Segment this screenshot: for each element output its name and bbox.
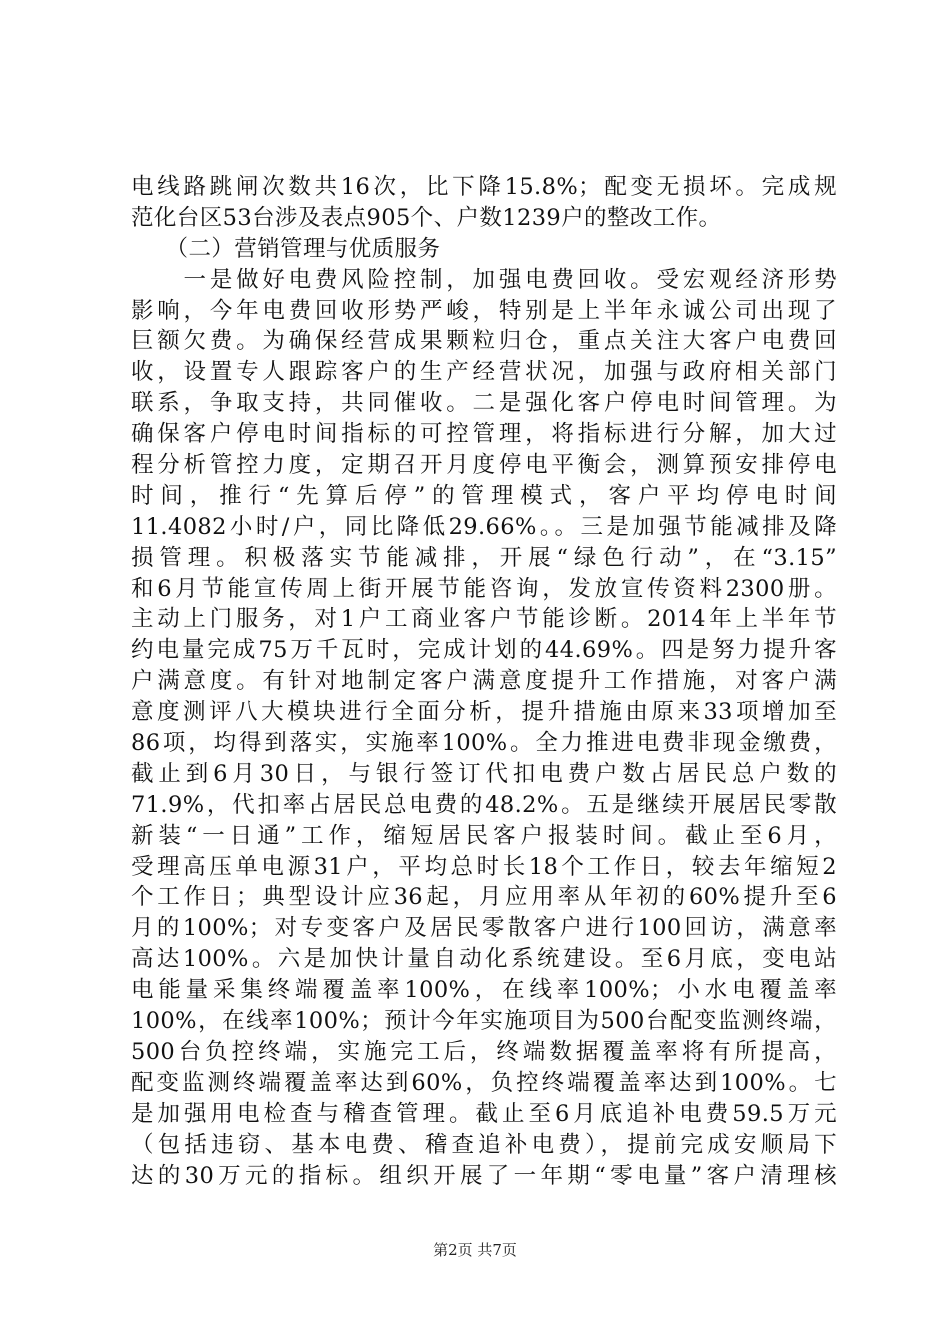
text-line: 100%，在线率100%；预计今年实施项目为500台配变监测终端， [131, 1008, 837, 1035]
text-line: 达的30万元的指标。组织开展了一年期“零电量”客户清理核 [131, 1162, 837, 1189]
text-line: 意度测评八大模块进行全面分析，提升措施由原来33项增加至 [131, 699, 837, 726]
page-footer [0, 1240, 950, 1260]
text-line: 户满意度。有针对地制定客户满意度提升工作措施，对客户满 [131, 668, 837, 695]
page-number-label: 第2页 共7页 [433, 1241, 517, 1259]
text-line: 巨额欠费。为确保经营成果颗粒归仓，重点关注大客户电费回 [131, 328, 837, 355]
text-line: 受理高压单电源31户，平均总时长18个工作日，较去年缩短2 [131, 853, 837, 880]
text-line: 确保客户停电时间指标的可控管理，将指标进行分解，加大过 [131, 421, 837, 448]
text-line: 主动上门服务，对1户工商业客户节能诊断。2014年上半年节 [131, 606, 837, 633]
text-line: 电能量采集终端覆盖率100%，在线率100%；小水电覆盖率 [131, 977, 837, 1004]
section-heading: （二）营销管理与优质服务 [131, 235, 441, 262]
text-line: 电线路跳闸次数共16次，比下降15.8%；配变无损坏。完成规 [131, 174, 837, 200]
text-line: 个工作日；典型设计应36起，月应用率从年初的60%提升至6 [131, 884, 837, 911]
text-line: 高达100%。六是加快计量自动化系统建设。至6月底，变电站 [131, 946, 837, 973]
text-line: 500台负控终端，实施完工后，终端数据覆盖率将有所提高， [131, 1038, 837, 1065]
text-line: 11.4082小时/户，同比降低29.66%。。三是加强节能减排及降 [131, 513, 837, 540]
text-line: 损管理。积极落实节能减排，开展“绿色行动”，在“3.15” [131, 544, 837, 571]
text-line: 收，设置专人跟踪客户的生产经营状况，加强与政府相关部门 [131, 359, 837, 386]
text-line: 程分析管控力度，定期召开月度停电平衡会，测算预安排停电 [131, 452, 837, 479]
document-body [131, 172, 837, 1191]
text-line: 86项，均得到落实，实施率100%。全力推进电费非现金缴费， [131, 730, 837, 757]
text-line: 配变监测终端覆盖率达到60%，负控终端覆盖率达到100%。七 [131, 1069, 837, 1096]
text-line: 联系，争取支持，共同催收。二是强化客户停电时间管理。为 [131, 390, 837, 417]
text-line: 截止到6月30日，与银行签订代扣电费户数占居民总户数的 [131, 760, 837, 787]
text-line: 是加强用电检查与稽查管理。截止至6月底追补电费59.5万元 [131, 1100, 837, 1127]
text-line: （包括违窃、基本电费、稽查追补电费），提前完成安顺局下 [131, 1131, 837, 1158]
text-line: 约电量完成75万千瓦时，完成计划的44.69%。四是努力提升客 [131, 637, 837, 664]
text-line: 一是做好电费风险控制，加强电费回收。受宏观经济形势 [131, 266, 837, 293]
text-line: 影响，今年电费回收形势严峻，特别是上半年永诚公司出现了 [131, 297, 837, 324]
text-line: 和6月节能宣传周上街开展节能咨询，发放宣传资料2300册。 [131, 575, 837, 602]
text-line: 月的100%；对专变客户及居民零散客户进行100回访，满意率 [131, 915, 837, 942]
text-line: 71.9%，代扣率占居民总电费的48.2%。五是继续开展居民零散 [131, 791, 837, 818]
text-line: 新装“一日通”工作，缩短居民客户报装时间。截止至6月， [131, 822, 837, 849]
text-line: 范化台区53台涉及表点905个、户数1239户的整改工作。 [131, 204, 722, 231]
text-line: 时间，推行“先算后停”的管理模式，客户平均停电时间 [131, 482, 837, 509]
